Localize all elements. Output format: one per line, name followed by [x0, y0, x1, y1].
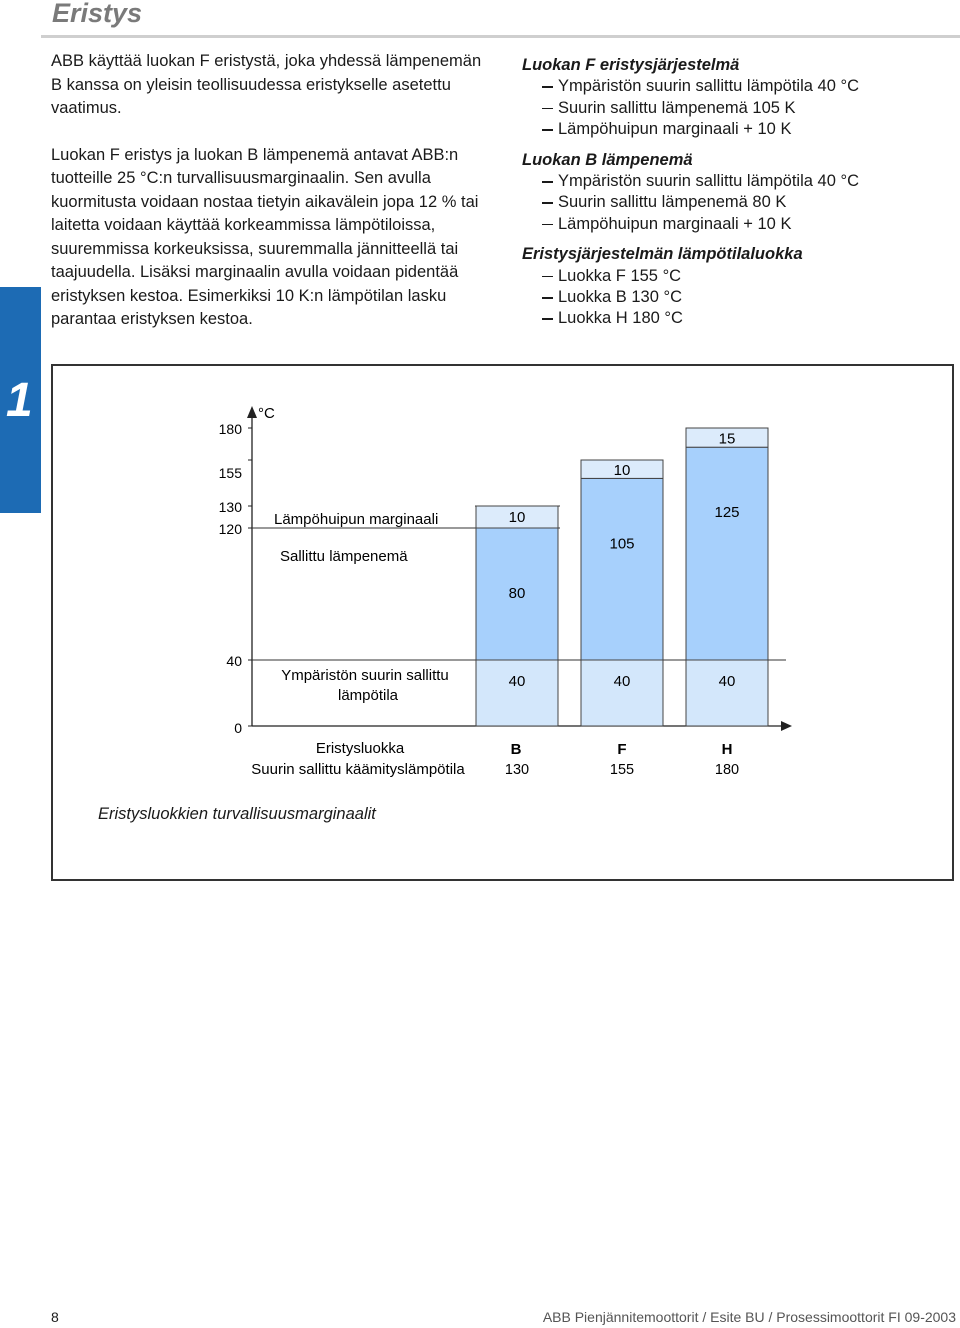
y-tick-label: 40: [226, 653, 242, 669]
data-label: 125: [714, 504, 740, 522]
data-label: 40: [613, 673, 631, 690]
data-label: 15: [718, 430, 736, 448]
ambient-segment: [686, 660, 768, 726]
spec-item: Luokka F 155 °C: [522, 266, 952, 287]
spec-item: Luokka B 130 °C: [522, 287, 952, 308]
y-tick-label: 180: [218, 421, 242, 437]
data-label: 80: [508, 585, 526, 602]
x-axis-label-class: Eristysluokka: [315, 740, 405, 757]
data-label: 10: [508, 509, 526, 526]
page-title: Eristys: [52, 0, 143, 28]
temperature-rise-segment: [686, 447, 768, 660]
annotation-ambient-line1: Ympäristön suurin sallittu: [281, 667, 449, 684]
y-tick-label: 0: [234, 720, 242, 736]
annotation-ambient-line2: lämpötila: [337, 687, 399, 704]
y-tick-label: 155: [218, 465, 242, 481]
spec-heading: Luokan F eristysjärjestelmä: [522, 56, 740, 74]
category-temperature-label: 130: [504, 762, 530, 778]
spec-item: Lämpöhuipun marginaali + 10 K: [522, 214, 952, 235]
y-tick-label: 130: [218, 499, 242, 515]
chapter-number: 1: [6, 374, 33, 427]
ambient-segment: [476, 660, 558, 726]
spec-item: Ympäristön suurin sallittu lämpötila 40 °C: [522, 171, 952, 192]
data-label: 105: [609, 535, 635, 553]
category-label: B: [510, 741, 522, 758]
category-label: F: [617, 741, 627, 758]
category-label: H: [721, 741, 733, 758]
category-temperature-label: 180: [714, 762, 740, 778]
spec-item: Lämpöhuipun marginaali + 10 K: [522, 119, 952, 140]
spec-item: Suurin sallittu lämpenemä 105 K: [522, 98, 952, 119]
temperature-rise-segment: [581, 478, 663, 660]
ambient-segment: [581, 660, 663, 726]
intro-paragraph: ABB käyttää luokan F eristystä, joka yhdessä lämpenemän B kanssa on yleisin teollisuudessa eristykselle asetettu vaatimus.: [51, 52, 482, 117]
annotation-temperature-rise: Sallittu lämpenemä: [280, 548, 408, 565]
category-temperature-label: 155: [609, 762, 635, 778]
page-number: 8: [51, 1309, 59, 1325]
spec-heading: Luokan B lämpenemä: [522, 150, 693, 169]
data-label: 40: [718, 673, 736, 690]
y-axis-arrow: [247, 406, 257, 418]
spec-item: Ympäristön suurin sallittu lämpötila 40 °C: [522, 76, 952, 97]
data-label: 10: [613, 462, 631, 480]
spec-item: Luokka H 180 °C: [522, 308, 952, 329]
x-axis-label-winding-temperature: Suurin sallittu käämityslämpötila: [251, 761, 465, 778]
x-axis-arrow: [781, 721, 792, 731]
spec-heading: Eristysjärjestelmän lämpötilaluokka: [522, 245, 803, 264]
data-label: 40: [508, 673, 526, 690]
y-tick-label: 120: [218, 521, 242, 537]
annotation-hotspot-margin: Lämpöhuipun marginaali: [274, 511, 439, 528]
spec-item: Suurin sallittu lämpenemä 80 K: [522, 192, 952, 213]
y-axis-unit-label: °C: [258, 405, 275, 422]
publication-footer: ABB Pienjännitemoottorit / Esite BU / Prosessimoottorit FI 09-2003: [542, 1309, 956, 1325]
figure-caption: Eristysluokkien turvallisuusmarginaalit: [98, 805, 376, 823]
intro-paragraph: Luokan F eristys ja luokan B lämpenemä antavat ABB:n tuotteille 25 °C:n turvallisuusmarginaalin. Sen avulla kuormitusta voidaan nostaa tietyin aikavälein jopa 12 % tai laitetta voidaan käyttää korkeammissa lämpötiloissa, suuremmissa korkeuksissa, suuremmalla jännitteellä tai taajuudella. Lisäksi marginaalin avulla voidaan pidentää eristyksen kestoa. Esimerkiksi 10 K:n lämpötilan lasku parantaa eristyksen kestoa.: [51, 145, 479, 328]
